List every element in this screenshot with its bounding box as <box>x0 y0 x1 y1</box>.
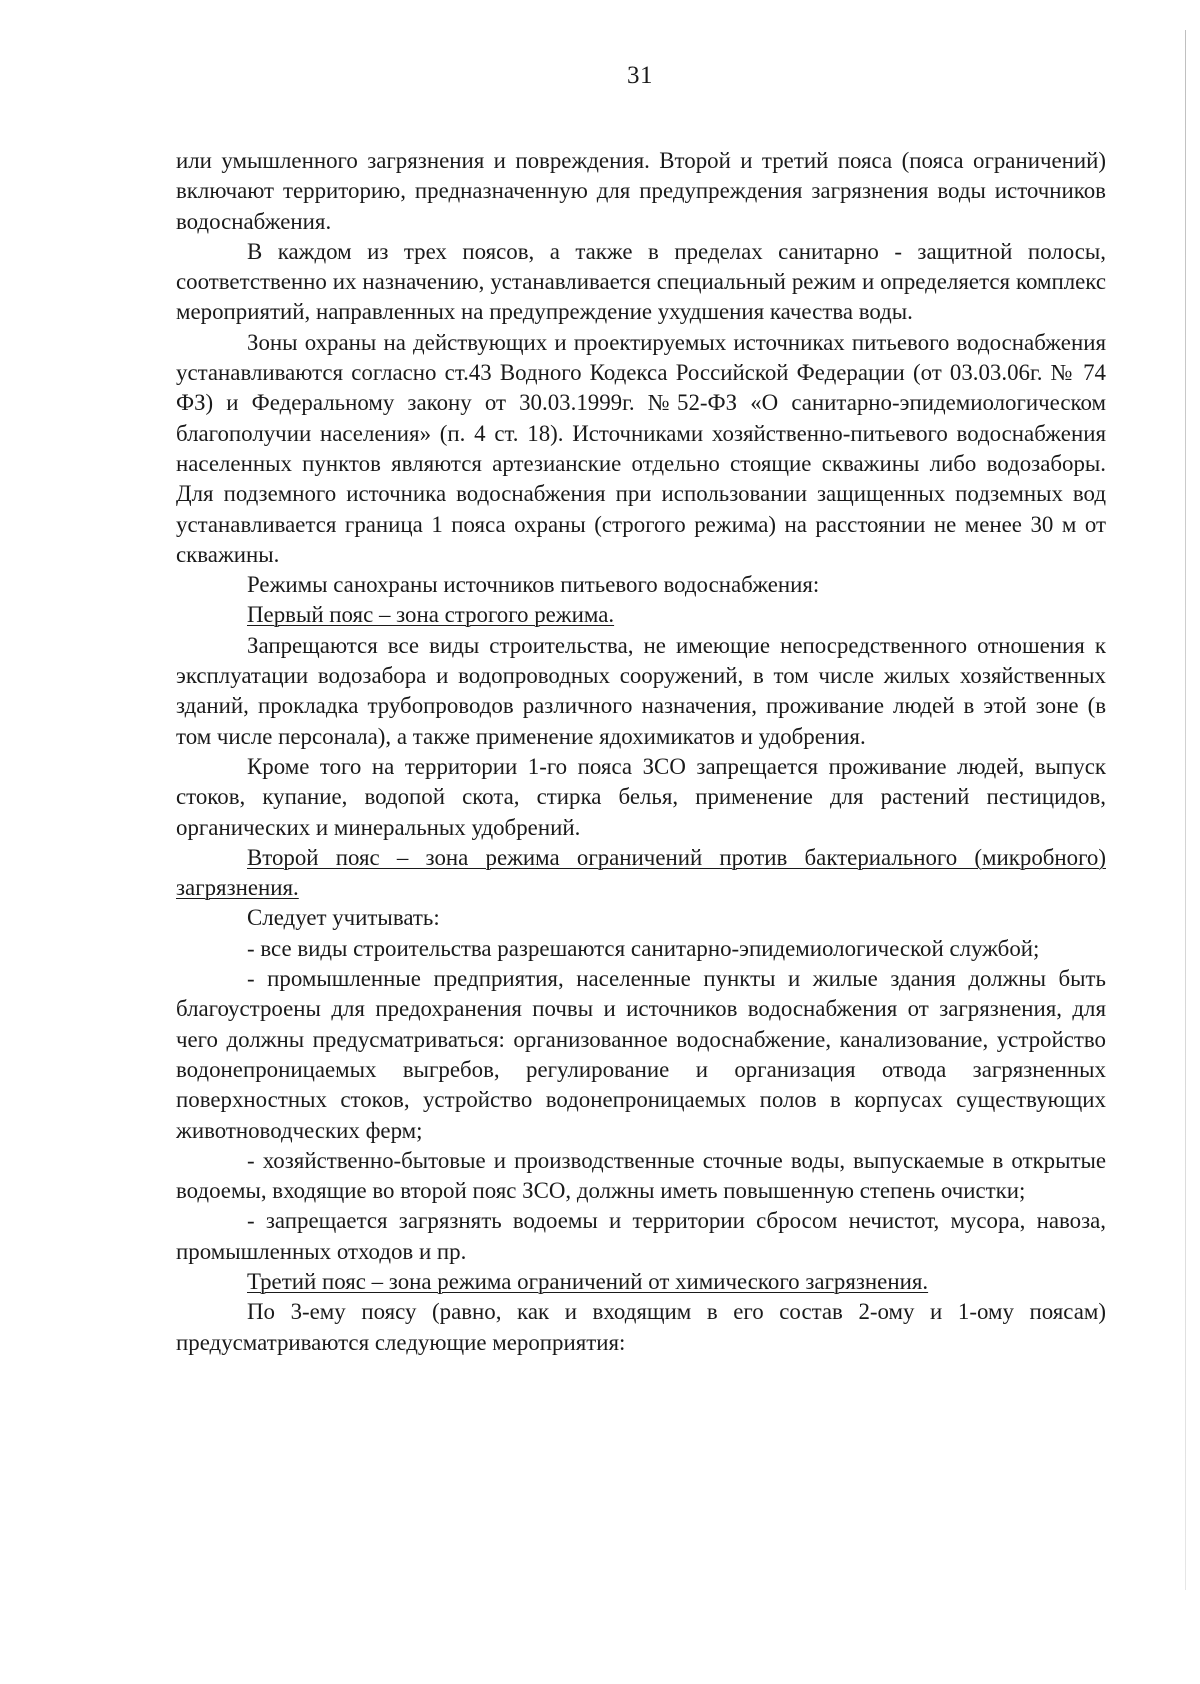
paragraph-third-zone-measures: По 3-ему поясу (равно, как и входящим в его состав 2-ому и 1-ому поясам) предусматриваются следующие мероприятия: <box>176 1299 1106 1355</box>
heading-first-zone: Первый пояс – зона строгого режима. <box>247 602 615 628</box>
scan-edge-line <box>1185 30 1186 1590</box>
list-item-wastewater: - хозяйственно-бытовые и производственные сточные воды, выпускаемые в открытые водоемы, входящие во второй пояс ЗСО, должны иметь повышенную степень очистки; <box>176 1147 1106 1204</box>
paragraph-three-zones: В каждом из трех поясов, а также в пределах санитарно - защитной полосы, соответственно их назначению, устанавливается специальный режим и определяется комплекс мероприятий, направленных на предупреждение ухудшения качества воды. <box>176 238 1106 325</box>
paragraph-first-zone-prohibitions: Запрещаются все виды строительства, не имеющие непосредственного отношения к эксплуатации водозабора и водопроводных сооружений, в том числе жилых хозяйственных зданий, прокладка трубопроводов различного назначения, проживание людей в этой зоне (в том числе персонала), а также применение ядохимикатов и удобрения. <box>176 632 1106 749</box>
list-item-pollution-ban: - запрещается загрязнять водоемы и территории сбросом нечистот, мусора, навоза, промышленных отходов и пр. <box>176 1208 1106 1264</box>
list-item-construction: - все виды строительства разрешаются санитарно-эпидемиологической службой; <box>247 935 1040 961</box>
paragraph-consider: Следует учитывать: <box>247 905 440 931</box>
paragraph-protection-zones: Зоны охраны на действующих и проектируемых источниках питьевого водоснабжения устанавливаются согласно ст.43 Водного Кодекса Российской Федерации (от 03.03.06г. № 74 ФЗ) и Федеральному закону от 30.03.1999г. №52-ФЗ «О санитарно-эпидемиологическом благополучии населения» (п. 4 ст. 18). Источниками хозяйственно-питьевого водоснабжения населенных пунктов являются артезианские отдельно стоящие скважины либо водозаборы. Для подземного источника водоснабжения при использовании защищенных подземных вод устанавливается граница 1 пояса охраны (строгого режима) на расстоянии не менее 30 м от скважины. <box>176 329 1106 567</box>
paragraph-first-zone-additional: Кроме того на территории 1-го пояса ЗСО запрещается проживание людей, выпуск стоков, купание, водопой скота, стирка белья, применение для растений пестицидов, органических и минеральных удобрений. <box>176 753 1106 840</box>
heading-third-zone: Третий пояс – зона режима ограничений от химического загрязнения. <box>247 1268 929 1294</box>
document-body <box>176 146 1106 1358</box>
page-number: 31 <box>627 62 653 89</box>
paragraph-regimes-intro: Режимы санохраны источников питьевого водоснабжения: <box>247 572 820 598</box>
heading-second-zone: Второй пояс – зона режима ограничений против бактериального (микробного) загрязнения. <box>176 844 1106 901</box>
paragraph-continuation: или умышленного загрязнения и повреждения. Второй и третий пояса (пояса ограничений) включают территорию, предназначенную для предупреждения загрязнения воды источников водоснабжения. <box>176 148 1106 234</box>
list-item-industrial: - промышленные предприятия, населенные пункты и жилые здания должны быть благоустроены для предохранения почвы и источников водоснабжения от загрязнения, для чего должны предусматриваться: организованное водоснабжение, канализование, устройство водонепроницаемых выгребов, регулирование и организация отвода загрязненных поверхностных стоков, устройство водонепроницаемых полов в корпусах существующих животноводческих ферм; <box>176 966 1106 1143</box>
